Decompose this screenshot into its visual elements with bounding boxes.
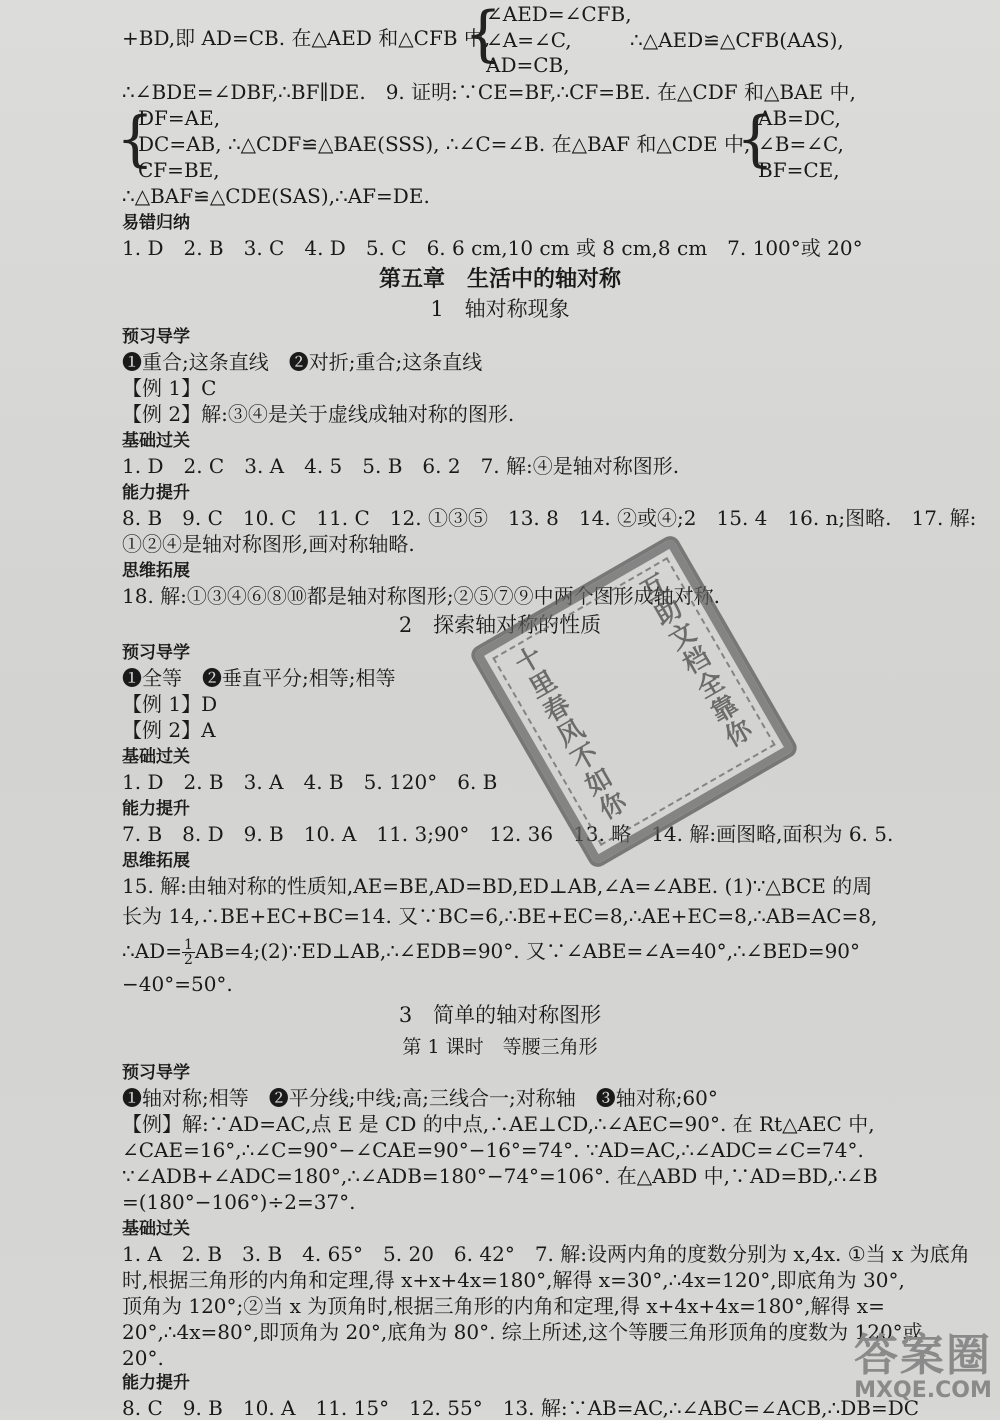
text-line-17: 7. B 8. D 9. B 10. A 11. 3;90° 12. 36 13. 略 14. 解:画图略,面积为 6. 5. [122, 822, 894, 846]
lesson-title: 1 轴对称现象 [430, 297, 570, 321]
text-line-21: −40°=50°. [122, 972, 233, 996]
stamp-text-1: 十里春风不如你 [506, 641, 631, 827]
text-line-20 [122, 938, 860, 967]
brace-item-7: AB=DC, [758, 106, 841, 130]
text-line-11: ①②④是轴对称图形,画对称轴略. [122, 532, 415, 556]
section-heading: 易错归纳 [122, 213, 190, 233]
chapter-title: 第五章 生活中的轴对称 [378, 267, 621, 292]
brace-item-5: DC=AB, ∴△CDF≌△BAE(SSS), ∴∠C=∠B. 在△BAF 和△CDE 中, [138, 132, 751, 156]
text-line-31: 20°. [122, 1346, 164, 1370]
fraction-numerator: 1 [183, 937, 193, 953]
lesson-subtitle: 第 1 课时 等腰三角形 [402, 1036, 598, 1058]
watermark-logo-text: 答案圈 [854, 1330, 992, 1381]
text-line-26: =(180°−106°)÷2=37°. [122, 1190, 356, 1214]
watermark-url: MXQE.COM [854, 1378, 992, 1403]
text-line-22: ❶轴对称;相等 ❷平分线;中线;高;三线合一;对称轴 ❸轴对称;60° [122, 1086, 718, 1110]
text-line-1: +BD,即 AD=CB. 在△AED 和△CFB 中, [122, 26, 491, 50]
text-line-32: 8. C 9. B 10. A 11. 15° 12. 55° 13. 解:∵AB=AC,∴∠ABC=∠ACB,∴DB=DC [122, 1396, 920, 1420]
section-heading: 思维拓展 [122, 851, 190, 871]
text-line-9: 1. D 2. C 3. A 4. 5 5. B 6. 2 7. 解:④是轴对称图形. [122, 454, 680, 478]
brace-item-8: ∠B=∠C, [758, 132, 844, 156]
brace-item-9: BF=CE, [758, 158, 840, 182]
text-line-25: ∵∠ADB+∠ADC=180°,∴∠ADB=180°−74°=106°. 在△ABD 中,∵AD=BD,∴∠B [122, 1164, 878, 1188]
section-heading: 预习导学 [122, 1063, 190, 1083]
text-line-7: 【例 1】C [122, 376, 217, 400]
text-line-20b: AB=4;(2)∵ED⊥AB,∴∠EDB=90°. 又∵∠ABE=∠A=40°,∴∠BED=90° [194, 939, 861, 963]
text-line-13: ❶全等 ❷垂直平分;相等;相等 [122, 666, 396, 690]
text-line-24: ∠CAE=16°,∴∠C=90°−∠CAE=90°−16°=74°. ∵AD=AC,∴∠ADC=∠C=74°. [122, 1138, 864, 1162]
site-watermark [854, 1330, 992, 1403]
section-heading: 预习导学 [122, 327, 190, 347]
brace-3: { [736, 104, 775, 174]
brace-item-4: DF=AE, [138, 106, 221, 130]
text-line-27: 1. A 2. B 3. B 4. 65° 5. 20 6. 42° 7. 解:设两内角的度数分别为 x,4x. ①当 x 为底角 [122, 1242, 970, 1266]
text-line-4: ∴△BAF≌△CDE(SAS),∴AF=DE. [122, 184, 430, 208]
text-line-20a: ∴AD= [122, 939, 182, 963]
text-line-16: 1. D 2. B 3. A 4. B 5. 120° 6. B [122, 770, 498, 794]
brace-1: { [464, 0, 503, 69]
text-line-29: 顶角为 120°;②当 x 为顶角时,根据三角形的内角和定理,得 x+4x+4x=180°,解得 x= [122, 1294, 885, 1318]
text-line-19: 长为 14,∴BE+EC+BC=14. 又∵BC=6,∴BE+EC=8,∴AE+EC=8,∴AB=AC=8, [122, 904, 878, 928]
text-line-1c: ∴△AED≌△CFB(AAS), [630, 28, 844, 52]
text-line-28: 时,根据三角形的内角和定理,得 x+x+4x=180°,解得 x=30°,∴4x=120°,即底角为 30°, [122, 1268, 905, 1292]
text-line-18: 15. 解:由轴对称的性质知,AE=BE,AD=BD,ED⊥AB,∠A=∠ABE. (1)∵△BCE 的周 [122, 874, 873, 898]
fraction-denominator: 2 [183, 952, 193, 968]
text-line-15: 【例 2】A [122, 718, 216, 742]
text-line-30: 20°,∴4x=80°,即顶角为 20°,底角为 80°. 综上所述,这个等腰三角形顶角的度数为 120°或 [122, 1320, 923, 1344]
brace-item-6: CF=BE, [138, 158, 220, 182]
lesson-title: 2 探索轴对称的性质 [398, 613, 602, 637]
text-line-8: 【例 2】解:③④是关于虚线成轴对称的图形. [122, 402, 515, 426]
brace-2: { [116, 104, 155, 174]
section-heading: 能力提升 [122, 483, 190, 503]
section-heading: 基础过关 [122, 431, 190, 451]
section-heading: 基础过关 [122, 747, 190, 767]
text-line-12: 18. 解:①③④⑥⑧⑩都是轴对称图形;②⑤⑦⑨中两个图形成轴对称. [122, 584, 720, 608]
section-heading: 预习导学 [122, 643, 190, 663]
text-line-14: 【例 1】D [122, 692, 218, 716]
section-heading: 基础过关 [122, 1219, 190, 1239]
fraction-one-half [182, 938, 195, 967]
text-line-5: 1. D 2. B 3. C 4. D 5. C 6. 6 cm,10 cm 或 8 cm,8 cm 7. 100°或 20° [122, 236, 863, 260]
brace-item-1: ∠AED=∠CFB, [486, 2, 632, 26]
lesson-title: 3 简单的轴对称图形 [398, 1003, 602, 1027]
text-line-23: 【例】解:∵AD=AC,点 E 是 CD 的中点,∴AE⊥CD,∴∠AEC=90°. 在 Rt△AEC 中, [122, 1112, 875, 1136]
brace-item-2: ∠A=∠C, [486, 28, 572, 52]
section-heading: 能力提升 [122, 799, 190, 819]
brace-item-3: AD=CB, [486, 53, 570, 77]
text-line-6: ❶重合;这条直线 ❷对折;重合;这条直线 [122, 350, 483, 374]
section-heading: 思维拓展 [122, 561, 190, 581]
text-line-10: 8. B 9. C 10. C 11. C 12. ①③⑤ 13. 8 14. ②或④;2 15. 4 16. n;图略. 17. 解: [122, 506, 977, 530]
section-heading: 能力提升 [122, 1373, 190, 1393]
text-line-2: ∴∠BDE=∠DBF,∴BF∥DE. 9. 证明:∵CE=BF,∴CF=BE. 在△CDF 和△BAE 中, [122, 80, 856, 104]
stamp-text-2: 互助文档全靠你 [632, 569, 757, 754]
